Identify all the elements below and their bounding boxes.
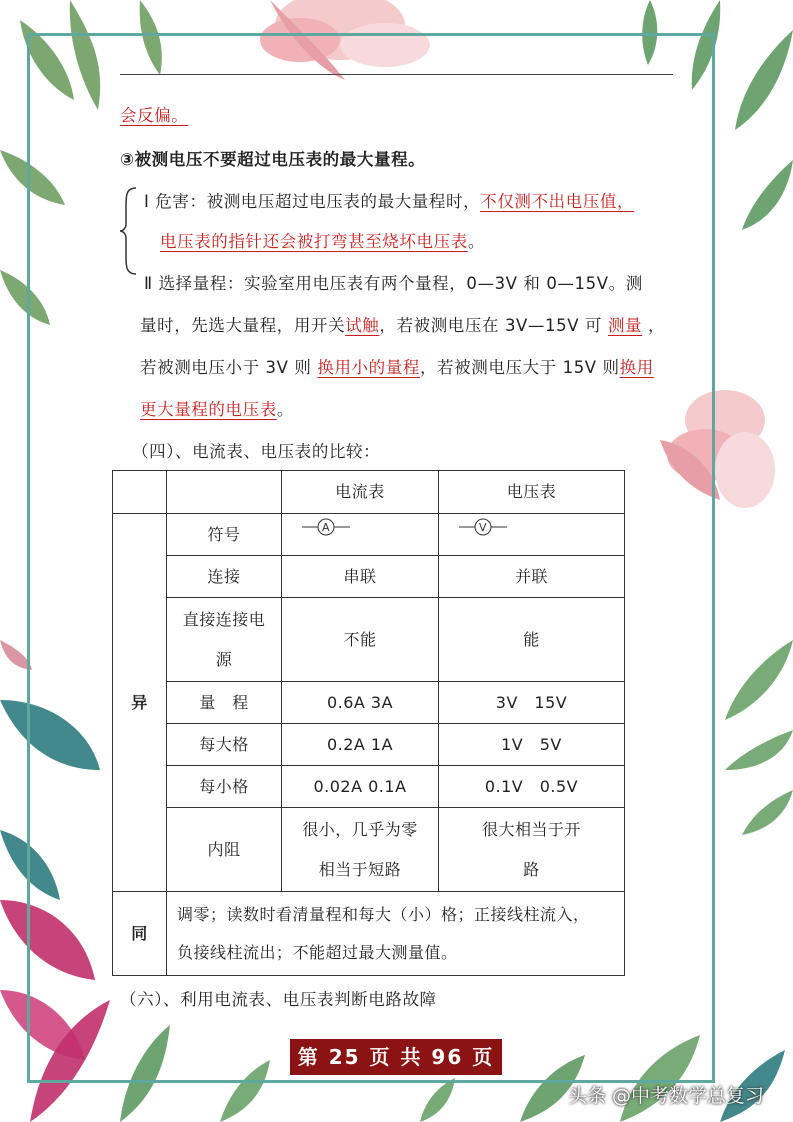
row-label: 每大格 — [167, 724, 282, 766]
row-label: 内阻 — [167, 808, 282, 892]
table-row — [113, 808, 625, 892]
continued-text: 会反偏。 — [120, 106, 189, 125]
ammeter-value: 不能 — [282, 598, 439, 682]
watermark: 头条 @中考数学总复习 — [568, 1085, 765, 1107]
header-cell — [113, 471, 167, 514]
voltmeter-value: 很大相当于开路 — [439, 808, 625, 892]
row-label: 每小格 — [167, 766, 282, 808]
range-text-b: ，若被测电压在 3V—15V 可 — [379, 316, 603, 335]
larger-range-voltmeter: 更大量程的电压表 — [140, 400, 277, 419]
ammeter-value: 很小，几乎为零相当于短路 — [282, 808, 439, 892]
voltmeter-value: 1V 5V — [439, 724, 625, 766]
table-row — [113, 766, 625, 808]
harm-label: Ⅰ 危害：被测电压超过电压表的最大量程时， — [144, 192, 481, 211]
ammeter-value: 0.02A 0.1A — [282, 766, 439, 808]
table-row — [113, 556, 625, 598]
row-label: 量 程 — [167, 682, 282, 724]
harm-red-2: 电压表的指针还会被打弯甚至烧坏电压表 — [160, 232, 468, 251]
trial-touch: 试触 — [345, 316, 380, 335]
ammeter-value: 0.2A 1A — [282, 724, 439, 766]
row-label: 直接连接电源 — [167, 598, 282, 682]
ammeter-letter: A — [321, 521, 331, 534]
use-larger: 换用 — [619, 358, 654, 377]
range-line-3 — [140, 356, 654, 380]
harm-end: 。 — [467, 232, 485, 251]
use-small-range: 换用小的量程 — [317, 358, 420, 377]
voltmeter-value: 3V 15V — [439, 682, 625, 724]
page-number-badge: 第 25 页 共 96 页 — [290, 1039, 502, 1075]
comparison-table — [112, 470, 625, 976]
section-four-title: （四）、电流表、电压表的比较： — [132, 442, 381, 461]
rule-three: ③被测电压不要超过电压表的最大量程。 — [120, 150, 426, 169]
ammeter-value: 串联 — [282, 556, 439, 598]
row-label: 符号 — [167, 514, 282, 556]
range-end: 。 — [276, 400, 294, 419]
table-row — [113, 682, 625, 724]
measure-word: 测量 — [607, 316, 643, 335]
section-six-title: （六）、利用电流表、电压表判断电路故障 — [120, 990, 437, 1009]
harm-line-2 — [160, 230, 485, 254]
range-line-2 — [140, 314, 665, 338]
range-line-1: Ⅱ 选择量程：实验室用电压表有两个量程，0—3V 和 0—15V。测 — [144, 274, 643, 293]
range-line-4 — [140, 398, 294, 422]
voltmeter-symbol-icon — [459, 516, 539, 538]
header-cell — [167, 471, 282, 514]
table-row-symbol — [113, 514, 625, 556]
range-text-c: ， — [648, 316, 666, 335]
same-text-line-2: 负接线柱流出；不能超过最大测量值。 — [177, 942, 458, 962]
diff-label: 异 — [113, 514, 167, 892]
same-label: 同 — [113, 892, 167, 976]
table-row — [113, 724, 625, 766]
voltmeter-value: 能 — [439, 598, 625, 682]
voltmeter-value: 并联 — [439, 556, 625, 598]
harm-red-1: 不仅测不出电压值， — [480, 192, 635, 211]
curly-brace — [118, 186, 140, 276]
table-header-row — [113, 471, 625, 514]
voltmeter-symbol-cell — [439, 514, 625, 556]
voltmeter-value: 0.1V 0.5V — [439, 766, 625, 808]
same-text — [167, 892, 625, 976]
ammeter-symbol-cell — [282, 514, 439, 556]
range-text-e: ，若被测电压大于 15V 则 — [419, 358, 620, 377]
voltmeter-letter: V — [478, 521, 488, 534]
ammeter-symbol-icon — [302, 516, 382, 538]
header-rule — [120, 74, 673, 75]
header-ammeter: 电流表 — [282, 471, 439, 514]
header-voltmeter: 电压表 — [439, 471, 625, 514]
row-label: 连接 — [167, 556, 282, 598]
table-row-same — [113, 892, 625, 976]
harm-line-1 — [144, 190, 634, 214]
range-text-d: 若被测电压小于 3V 则 — [140, 358, 312, 377]
same-text-line-1: 调零；读数时看清量程和每大（小）格；正接线柱流入， — [177, 904, 590, 924]
ammeter-value: 0.6A 3A — [282, 682, 439, 724]
table-row — [113, 598, 625, 682]
range-text-a: 量时，先选大量程，用开关 — [140, 316, 346, 335]
